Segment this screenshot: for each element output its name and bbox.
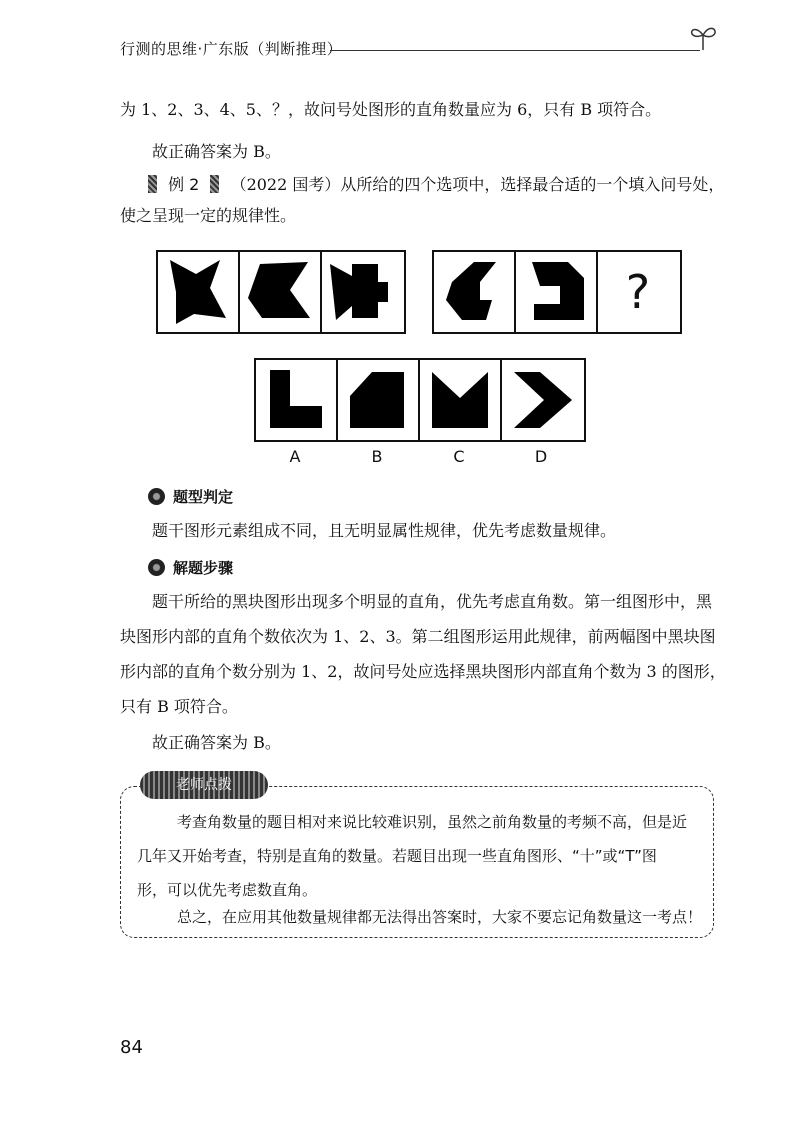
- figure-group-2: [432, 250, 682, 334]
- example-heading: [148, 172, 724, 195]
- steps-line: 块图形内部的直角个数依次为 1、2、3。第二组图形运用此规律，前两幅图中黑块图: [120, 627, 716, 646]
- example-text: （2022 国考）从所给的四个选项中，选择最合适的一个填入问号处，: [230, 175, 725, 194]
- steps-line: 题干所给的黑块图形出现多个明显的直角，优先考虑直角数。第一组图形中，黑: [152, 592, 713, 611]
- section-heading-steps: [148, 557, 233, 578]
- steps-line: 形内部的直角个数分别为 1、2，故问号处应选择黑块图形内部直角个数为 3 的图形，: [120, 662, 726, 681]
- option-d-label: D: [534, 447, 548, 466]
- question-mark: ?: [625, 265, 651, 319]
- figure-2: [240, 252, 322, 332]
- option-b-label: B: [371, 447, 383, 466]
- bracket-mark-icon: [148, 175, 157, 193]
- option-b-figure[interactable]: [338, 360, 420, 440]
- answer-line: 故正确答案为 B。: [152, 142, 281, 161]
- tip-badge: 老师点拨: [140, 771, 268, 799]
- section-text: 题干图形元素组成不同，且无明显属性规律，优先考虑数量规律。: [152, 521, 617, 540]
- option-c-label: C: [453, 447, 465, 466]
- sprout-icon: [688, 22, 718, 52]
- page-number: 84: [120, 1037, 143, 1058]
- answer-line: 故正确答案为 B。: [152, 733, 281, 752]
- option-d-figure[interactable]: [502, 360, 582, 440]
- section-heading-type: [148, 486, 233, 507]
- tip-line: 几年又开始考查，特别是直角的数量。若题目出现一些直角图形、“十”或“T”图: [137, 847, 657, 865]
- options-panel: [254, 358, 586, 442]
- option-a-label: A: [289, 447, 301, 466]
- figure-5: [516, 252, 598, 332]
- section-title: 题型判定: [173, 488, 234, 506]
- figure-1: [158, 252, 240, 332]
- steps-line: 只有 B 项符合。: [120, 697, 238, 716]
- section-title: 解题步骤: [173, 559, 234, 577]
- example-text-continued: 使之呈现一定的规律性。: [120, 206, 297, 225]
- bracket-mark-icon: [210, 175, 219, 193]
- tip-line: 形，可以优先考虑数直角。: [137, 881, 318, 899]
- figure-3: [322, 252, 402, 332]
- question-mark-cell: [598, 252, 678, 332]
- paragraph-line: 为 1、2、3、4、5、？，故问号处图形的直角数量应为 6，只有 B 项符合。: [120, 100, 662, 119]
- option-c-figure[interactable]: [420, 360, 502, 440]
- example-label: 例 2: [168, 175, 200, 194]
- header-rule: [330, 50, 700, 51]
- tip-line: 总之，在应用其他数量规律都无法得出答案时，大家不要忘记角数量这一考点！: [177, 908, 703, 926]
- figure-group-1: [156, 250, 406, 334]
- section-badge-icon: [148, 559, 165, 576]
- tip-line: 考查角数量的题目相对来说比较难识别，虽然之前角数量的考频不高，但是近: [177, 813, 688, 831]
- option-a-figure[interactable]: [256, 360, 338, 440]
- figure-4: [434, 252, 516, 332]
- running-header-title: 行测的思维·广东版（判断推理）: [120, 40, 343, 58]
- section-badge-icon: [148, 488, 165, 505]
